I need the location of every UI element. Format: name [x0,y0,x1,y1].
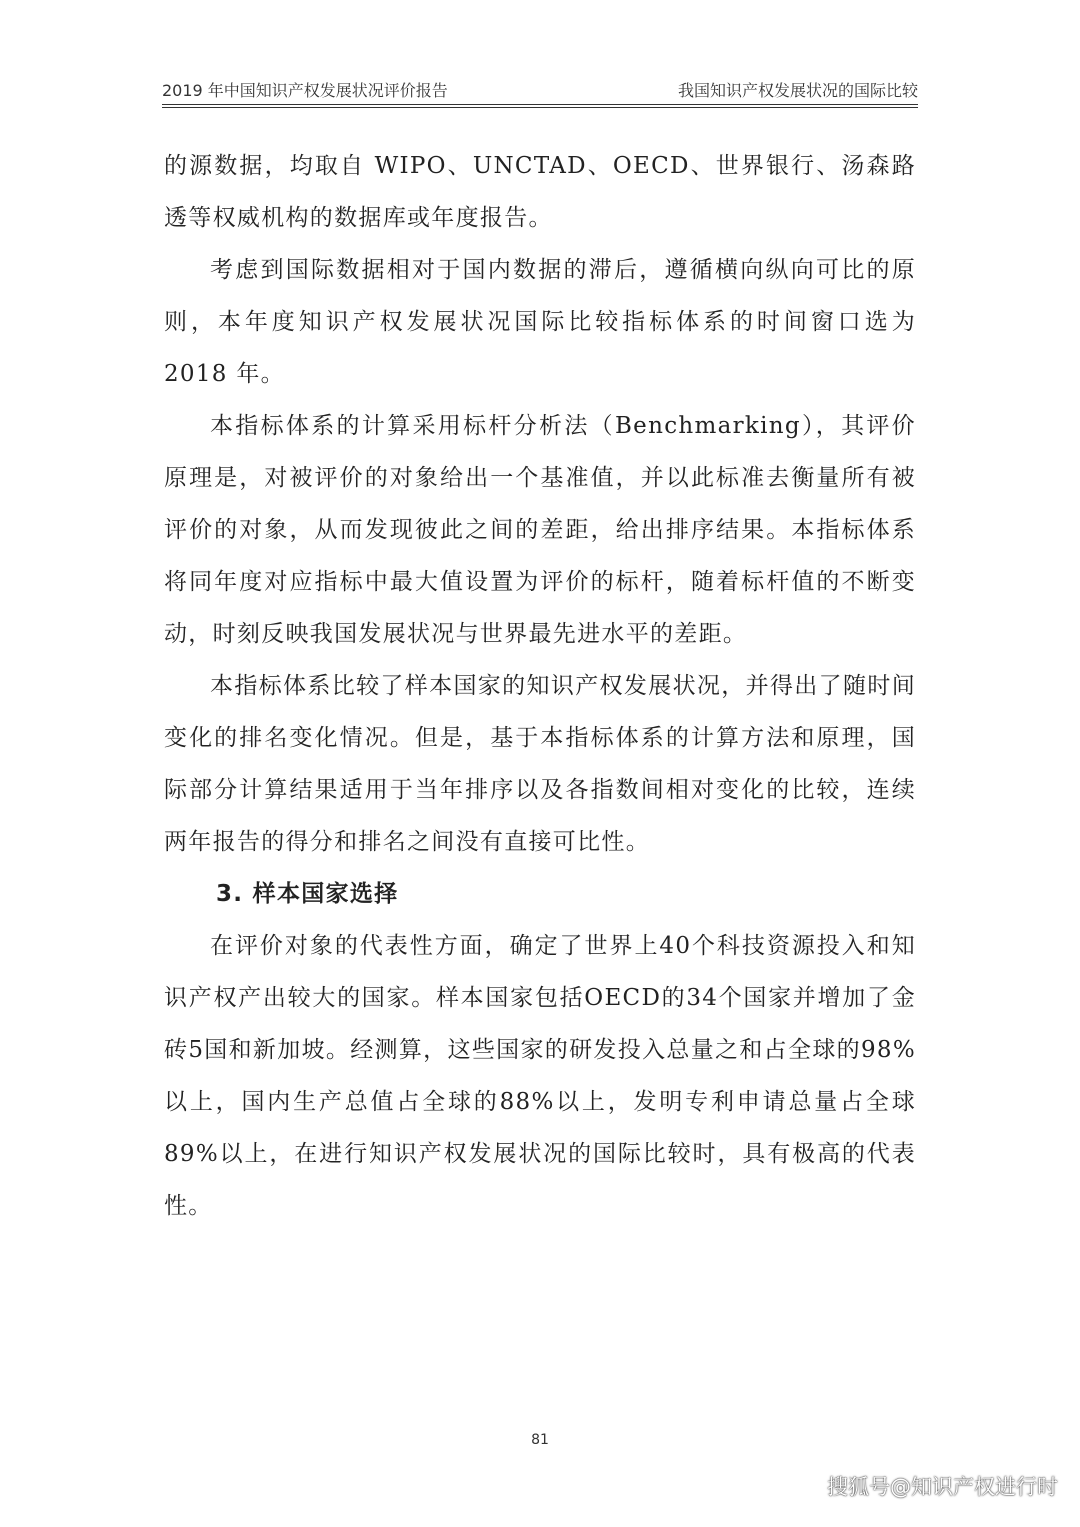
header-report-title: 2019 年中国知识产权发展状况评价报告 [162,81,448,100]
paragraph-benchmarking: 本指标体系的计算采用标杆分析法（Benchmarking），其评价原理是，对被评价的对象给出一个基准值，并以此标准去衡量所有被评价的对象，从而发现彼此之间的差距，给出排序结果。本指标体系将同年度对应指标中最大值设置为评价的标杆，随着标杆值的不断变动，时刻反映我国发展状况与世界最先进水平的差距。 [164,413,916,647]
paragraph-sample-countries: 在评价对象的代表性方面，确定了世界上40个科技资源投入和知识产权产出较大的国家。样本国家包括OECD的34个国家并增加了金砖5国和新加坡。经测算，这些国家的研发投入总量之和占全球的98%以上，国内生产总值占全球的88%以上，发明专利申请总量占全球89%以上，在进行知识产权发展状况的国际比较时，具有极高的代表性。 [164,933,916,1219]
watermark: 搜狐号@知识产权进行时 [827,1475,1058,1499]
header-chapter-title: 我国知识产权发展状况的国际比较 [677,81,918,100]
running-header [162,78,918,106]
paragraph-data-sources: 的源数据，均取自 WIPO、UNCTAD、OECD、世界银行、汤森路透等权威机构的数据库或年度报告。 [164,153,916,231]
paragraph-time-window: 考虑到国际数据相对于国内数据的滞后，遵循横向纵向可比的原则，本年度知识产权发展状况国际比较指标体系的时间窗口选为 2018 年。 [164,257,916,387]
page-body [164,140,916,1232]
page-number: 81 [531,1432,549,1448]
paragraph-ranking-note: 本指标体系比较了样本国家的知识产权发展状况，并得出了随时间变化的排名变化情况。但是，基于本指标体系的计算方法和原理，国际部分计算结果适用于当年排序以及各指数间相对变化的比较，连续两年报告的得分和排名之间没有直接可比性。 [164,673,916,855]
section-heading: 3. 样本国家选择 [216,881,399,907]
header-divider [162,104,918,108]
